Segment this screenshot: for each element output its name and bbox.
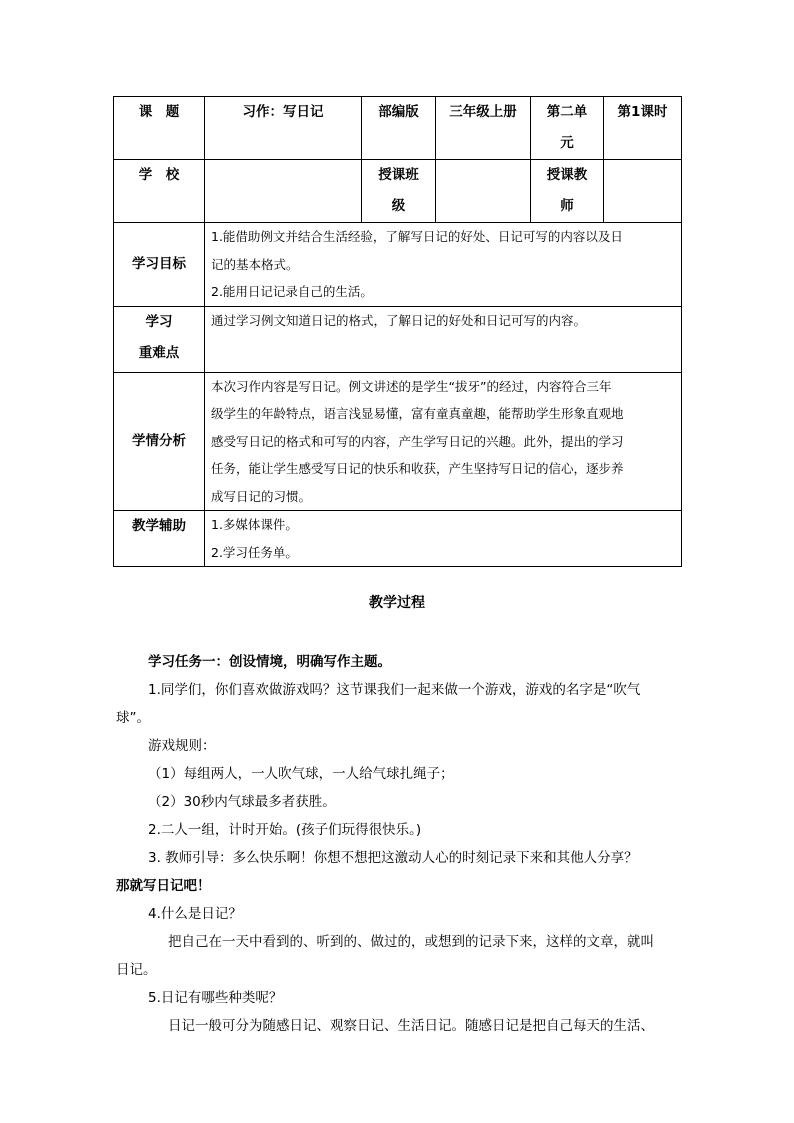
teaching-aids-text: 1.多媒体课件。 2.学习任务单。 xyxy=(205,511,682,567)
paragraph: 把自己在一天中看到的、听到的、做过的，或想到的记录下来，这样的文章，就叫 xyxy=(168,934,654,950)
table-row xyxy=(114,97,682,160)
label-school: 学 校 xyxy=(114,160,205,223)
section-title: 教学过程 xyxy=(369,595,425,611)
topic-value: 习作：写日记 xyxy=(205,97,362,160)
label-teaching-aids: 教学辅助 xyxy=(114,511,205,567)
label-class: 授课班 级 xyxy=(362,160,436,223)
paragraph: 1.同学们，你们喜欢做游戏吗？这节课我们一起来做一个游戏，游戏的名字是“吹气 xyxy=(148,682,641,698)
list-item: （1）每组两人，一人吹气球，一人给气球扎绳子； xyxy=(148,766,454,782)
list-item: （2）30秒内气球最多者获胜。 xyxy=(148,794,336,810)
paragraph: 球”。 xyxy=(116,710,150,726)
paragraph: 那就写日记吧！ xyxy=(116,878,211,894)
label-topic: 课 题 xyxy=(114,97,205,160)
unit-value: 第二单 元 xyxy=(531,97,604,160)
student-analysis-text: 本次习作内容是写日记。例文讲述的是学生“拔牙”的经过，内容符合三年 级学生的年龄特点，语言浅显易懂，富有童真童趣，能帮助学生形象直观地 感受写日记的格式和可写的内容，产生学写日记的兴趣。此外，提出的学习 任务，能让学生感受写日记的快乐和收获，产生坚持写日记的信心，逐步养 成写日记的习惯。 xyxy=(205,372,682,511)
paragraph: 日记一般可分为随感日记、观察日记、生活日记。随感日记是把自己每天的生活、 xyxy=(168,1018,654,1034)
label-key-points: 学习 重难点 xyxy=(114,306,205,372)
table-row xyxy=(114,160,682,223)
question-heading: 5.日记有哪些种类呢？ xyxy=(148,990,283,1006)
label-learning-goals: 学习目标 xyxy=(114,223,205,307)
task-heading: 学习任务一：创设情境，明确写作主题。 xyxy=(148,654,391,670)
learning-goals-text: 1.能借助例文并结合生活经验，了解写日记的好处、日记可写的内容以及日 记的基本格式。 2.能用日记记录自己的生活。 xyxy=(205,223,682,307)
table-row xyxy=(114,223,682,307)
lesson-info-table xyxy=(113,96,682,567)
edition-value: 部编版 xyxy=(362,97,436,160)
teacher-value xyxy=(604,160,682,223)
teaching-process-body xyxy=(116,648,682,1040)
key-points-text: 通过学习例文知道日记的格式，了解日记的好处和日记可写的内容。 xyxy=(205,306,682,372)
paragraph: 3. 教师引导：多么快乐啊！你想不想把这激动人心的时刻记录下来和其他人分享？ xyxy=(148,850,638,866)
label-teacher: 授课教 师 xyxy=(531,160,604,223)
table-row xyxy=(114,306,682,372)
table-row xyxy=(114,372,682,511)
lesson-number-value: 第1课时 xyxy=(604,97,682,160)
paragraph: 2.二人一组，计时开始。(孩子们玩得很快乐。) xyxy=(148,822,422,838)
grade-value: 三年级上册 xyxy=(436,97,531,160)
class-value xyxy=(436,160,531,223)
label-student-analysis: 学情分析 xyxy=(114,372,205,511)
table-row xyxy=(114,511,682,567)
paragraph: 游戏规则： xyxy=(148,738,216,754)
paragraph: 日记。 xyxy=(116,962,157,978)
question-heading: 4.什么是日记？ xyxy=(148,906,242,922)
school-value xyxy=(205,160,362,223)
